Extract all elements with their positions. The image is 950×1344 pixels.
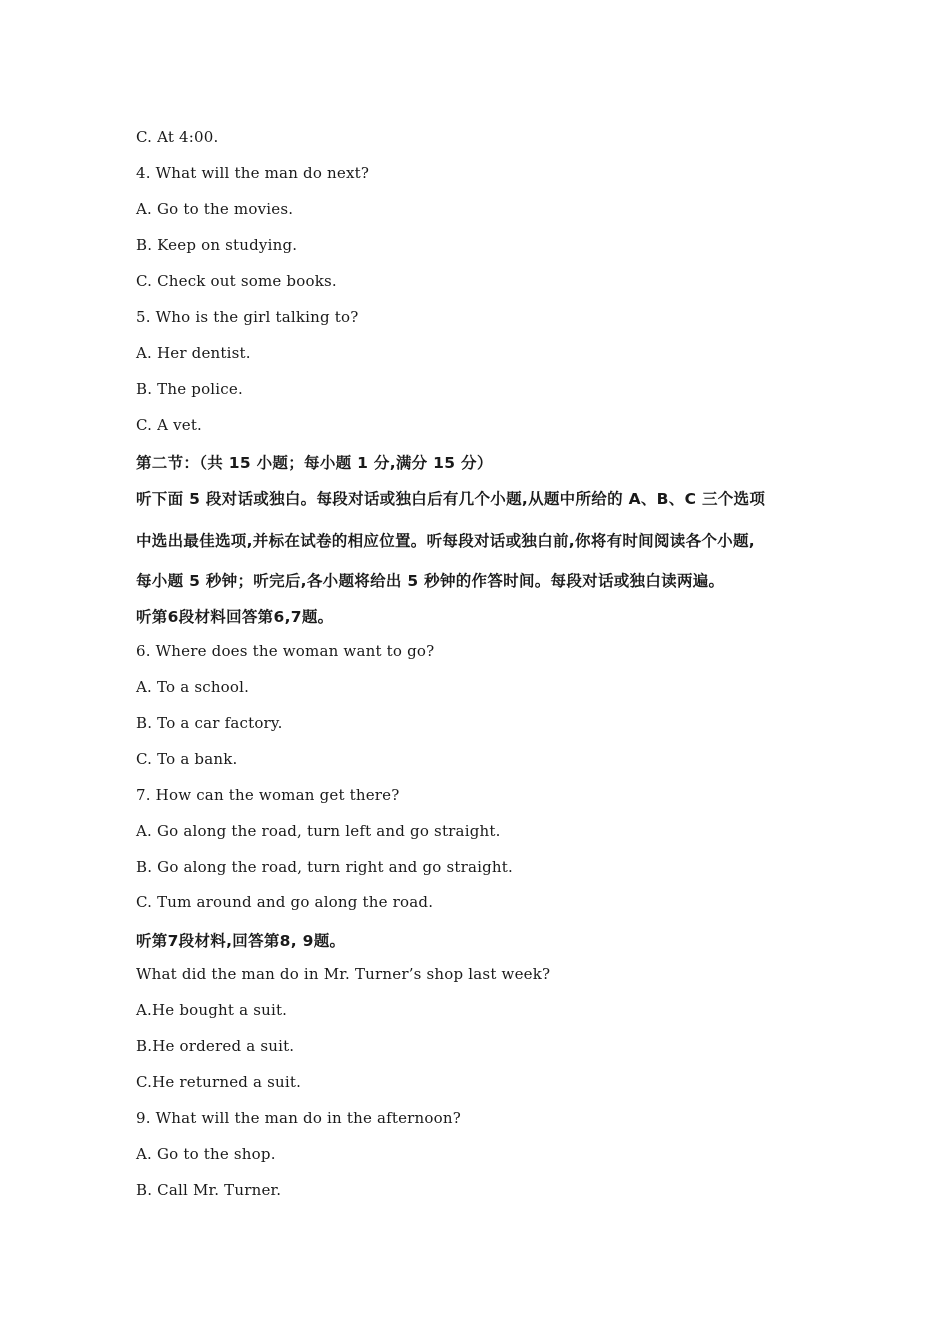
option-6b: B. To a car factory. (136, 714, 283, 732)
option-8c: C.He returned a suit. (136, 1073, 302, 1091)
question-6: 6. Where does the woman want to go? (136, 642, 435, 660)
option-7b: B. Go along the road, turn right and go straight. (136, 858, 513, 876)
option-7a: A. Go along the road, turn left and go straight. (136, 822, 501, 840)
option-8b: B.He ordered a suit. (136, 1037, 295, 1055)
question-9: 9. What will the man do in the afternoon? (136, 1109, 461, 1127)
option-4b: B. Keep on studying. (136, 236, 298, 254)
section-heading: 第二节：（共 15 小题；每小题 1 分,满分 15 分） (136, 454, 493, 472)
option-6c: C. To a bank. (136, 750, 238, 768)
option-5a: A. Her dentist. (136, 344, 251, 362)
option-7c: C. Tum around and go along the road. (136, 893, 434, 911)
question-4: 4. What will the man do next? (136, 164, 370, 182)
material-7-heading: 听第7段材料,回答第8, 9题。 (136, 932, 346, 950)
option-5b: B. The police. (136, 380, 243, 398)
instructions-line-1: 听下面 5 段对话或独白。每段对话或独白后有几个小题,从题中所给的 A、B、C 三个选项 (136, 490, 766, 508)
option-9a: A. Go to the shop. (136, 1145, 276, 1163)
option-4a: A. Go to the movies. (136, 200, 294, 218)
material-6-heading: 听第6段材料回答第6,7题。 (136, 608, 334, 626)
option-5c: C. A vet. (136, 416, 203, 434)
option-6a: A. To a school. (136, 678, 250, 696)
instructions-line-3: 每小题 5 秒钟；听完后,各小题将给出 5 秒钟的作答时间。每段对话或独白读两遍。 (136, 572, 725, 590)
question-8: What did the man do in Mr. Turner’s shop last week? (136, 965, 551, 983)
option-8a: A.He bought a suit. (136, 1001, 288, 1019)
option-3c: C. At 4:00. (136, 128, 219, 146)
question-7: 7. How can the woman get there? (136, 786, 400, 804)
option-9b: B. Call Mr. Turner. (136, 1181, 282, 1199)
question-5: 5. Who is the girl talking to? (136, 308, 359, 326)
instructions-line-2: 中选出最佳选项,并标在试卷的相应位置。听每段对话或独白前,你将有时间阅读各个小题, (136, 532, 755, 550)
option-4c: C. Check out some books. (136, 272, 337, 290)
